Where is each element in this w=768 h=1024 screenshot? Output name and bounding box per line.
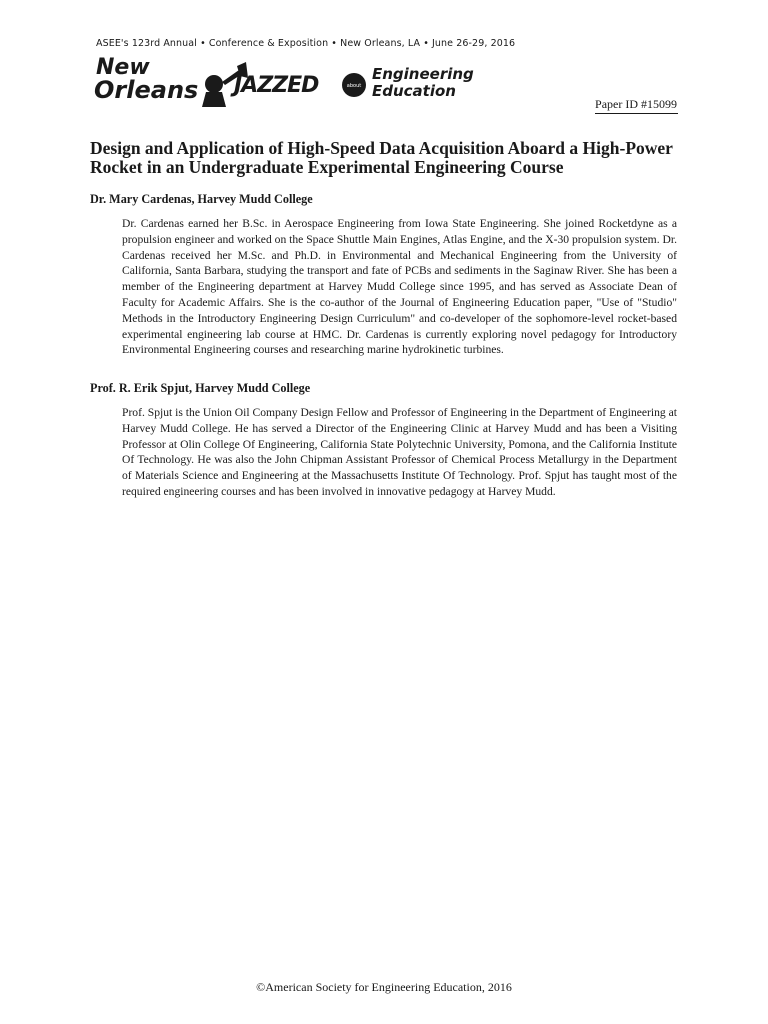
header-rule <box>595 113 678 114</box>
author-bio: Dr. Cardenas earned her B.Sc. in Aerospace Engineering from Iowa State Engineering. She joined Rocketdyne as a propulsion engineer and worked on the Space Shuttle Main Engines, Atlas Engine, and the X-30 propulsion system. Dr. Cardenas received her M.Sc. and Ph.D. in Environmental and Mechanical Engineering from the University of California, Santa Barbara, studying the transport and fate of PCBs and sediments in the Saginaw River. She has been a member of the Engineering department at Harvey Mudd College since 1995, and has served as Associate Dean of Faculty for Academic Affairs. She is the co-author of the Journal of Engineering Education paper, "Use of "Studio" Methods in the Introductory Engineering Design Curriculum" and co-developer of the sophomore-level rocket-based experimental engineering lab course at HMC. Dr. Cardenas is currently exploring novel pedagogy for Introductory Environmental Engineering courses and researching marine hydrokinetic turbines. <box>122 217 677 357</box>
author-bio: Prof. Spjut is the Union Oil Company Design Fellow and Professor of Engineering in the Department of Engineering at Harvey Mudd College. He has served a Director of the Engineering Clinic at Harvey Mudd and has been a Visiting Professor at Olin College Of Engineering, California State Polytechnic University, Pomona, and the California Institute Of Technology. He was also the John Chipman Assistant Professor of Chemical Process Metallurgy in the Department of Materials Science and Engineering at the Massachusetts Institute Of Technology. Prof. Spjut has taught most of the required engineering courses and has been involved in innovative pedagogy at Harvey Mudd. <box>122 406 677 498</box>
logo-jazzed: JAZZED <box>234 73 319 98</box>
logo-line2: Education <box>372 82 456 100</box>
logo-city-bottom: Orleans <box>94 76 199 104</box>
logo-line1: Engineering <box>372 65 474 83</box>
paper-id: Paper ID #15099 <box>595 97 677 111</box>
conference-logo <box>94 52 484 108</box>
paper-title: Design and Application of High-Speed Data Acquisition Aboard a High-Power Rocket in an Undergraduate Experimental Engineering Course <box>90 138 673 177</box>
logo-about: about <box>346 83 362 89</box>
author-name: Prof. R. Erik Spjut, Harvey Mudd College <box>90 381 311 395</box>
logo-city-top: New <box>96 55 150 80</box>
about-badge-icon <box>342 73 366 97</box>
copyright-footer: ©American Society for Engineering Education, 2016 <box>256 980 512 994</box>
conference-header: ASEE's 123rd Annual • Conference & Exposition • New Orleans, LA • June 26-29, 2016 <box>96 38 516 49</box>
author-name: Dr. Mary Cardenas, Harvey Mudd College <box>90 192 313 206</box>
